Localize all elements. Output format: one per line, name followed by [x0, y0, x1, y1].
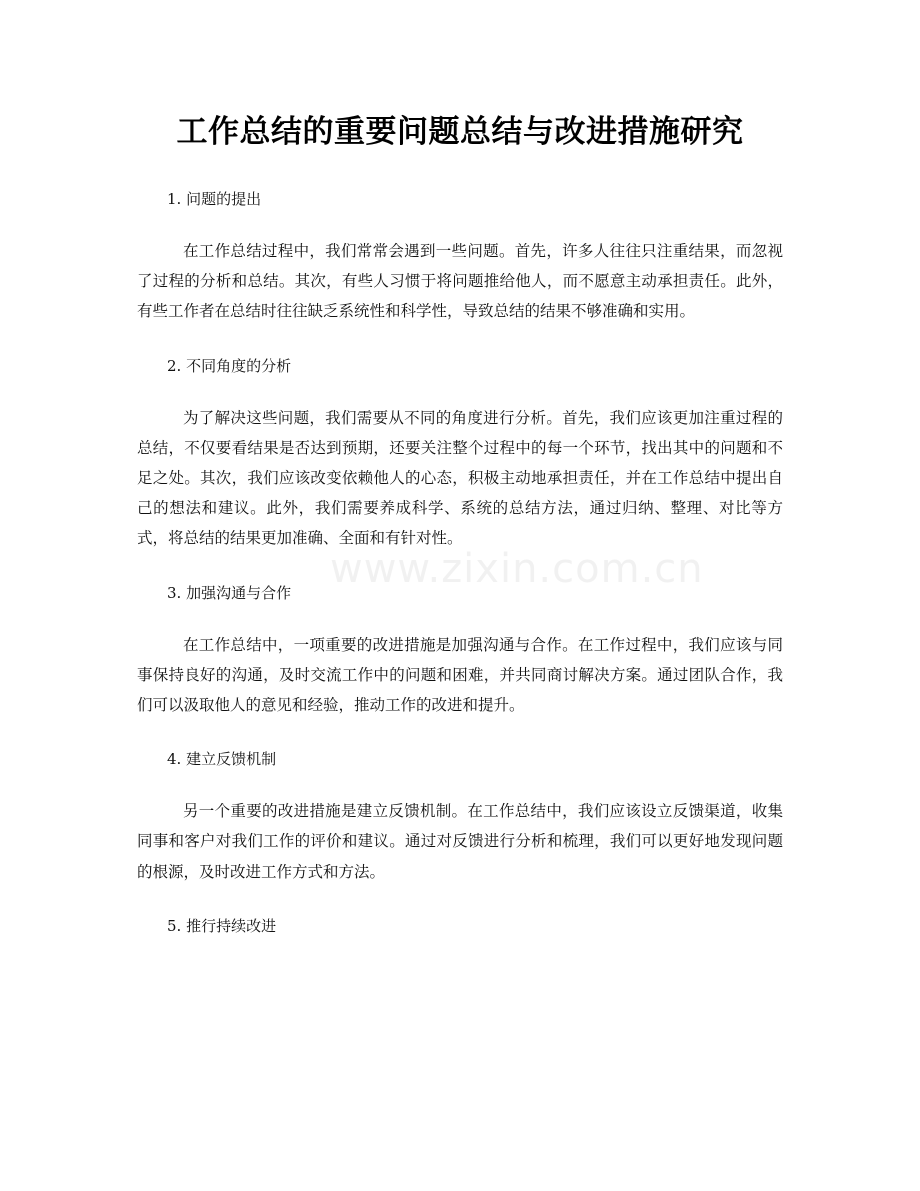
document-body [137, 183, 783, 942]
watermark: www.zixin.com.cn [330, 546, 704, 592]
section-paragraph-1: 在工作总结过程中，我们常常会遇到一些问题。首先，许多人往往只注重结果，而忽视了过程的分析和总结。其次，有些人习惯于将问题推给他人，而不愿意主动承担责任。此外，有些工作者在总结时往往缺乏系统性和科学性，导致总结的结果不够准确和实用。 [137, 242, 783, 321]
section-paragraph-2: 为了解决这些问题，我们需要从不同的角度进行分析。首先，我们应该更加注重过程的总结，不仅要看结果是否达到预期，还要关注整个过程中的每一个环节，找出其中的问题和不足之处。其次，我们应该改变依赖他人的心态，积极主动地承担责任，并在工作总结中提出自己的想法和建议。此外，我们需要养成科学、系统的总结方法，通过归纳、整理、对比等方式，将总结的结果更加准确、全面和有针对性。 [137, 408, 783, 548]
document-title: 工作总结的重要问题总结与改进措施研究 [176, 114, 744, 150]
section-heading-1: 1. 问题的提出 [167, 190, 262, 208]
section-paragraph-3: 在工作总结中，一项重要的改进措施是加强沟通与合作。在工作过程中，我们应该与同事保持良好的沟通，及时交流工作中的问题和困难，并共同商讨解决方案。通过团队合作，我们可以汲取他人的意见和经验，推动工作的改进和提升。 [137, 635, 783, 715]
section-heading-3: 3. 加强沟通与合作 [167, 583, 292, 602]
section-heading-4: 4. 建立反馈机制 [167, 750, 277, 769]
section-heading-5: 5. 推行持续改进 [167, 916, 277, 935]
section-heading-2: 2. 不同角度的分析 [167, 356, 292, 375]
section-paragraph-4: 另一个重要的改进措施是建立反馈机制。在工作总结中，我们应该设立反馈渠道，收集同事和客户对我们工作的评价和建议。通过对反馈进行分析和梳理，我们可以更好地发现问题的根源，及时改进工作方式和方法。 [137, 802, 783, 881]
